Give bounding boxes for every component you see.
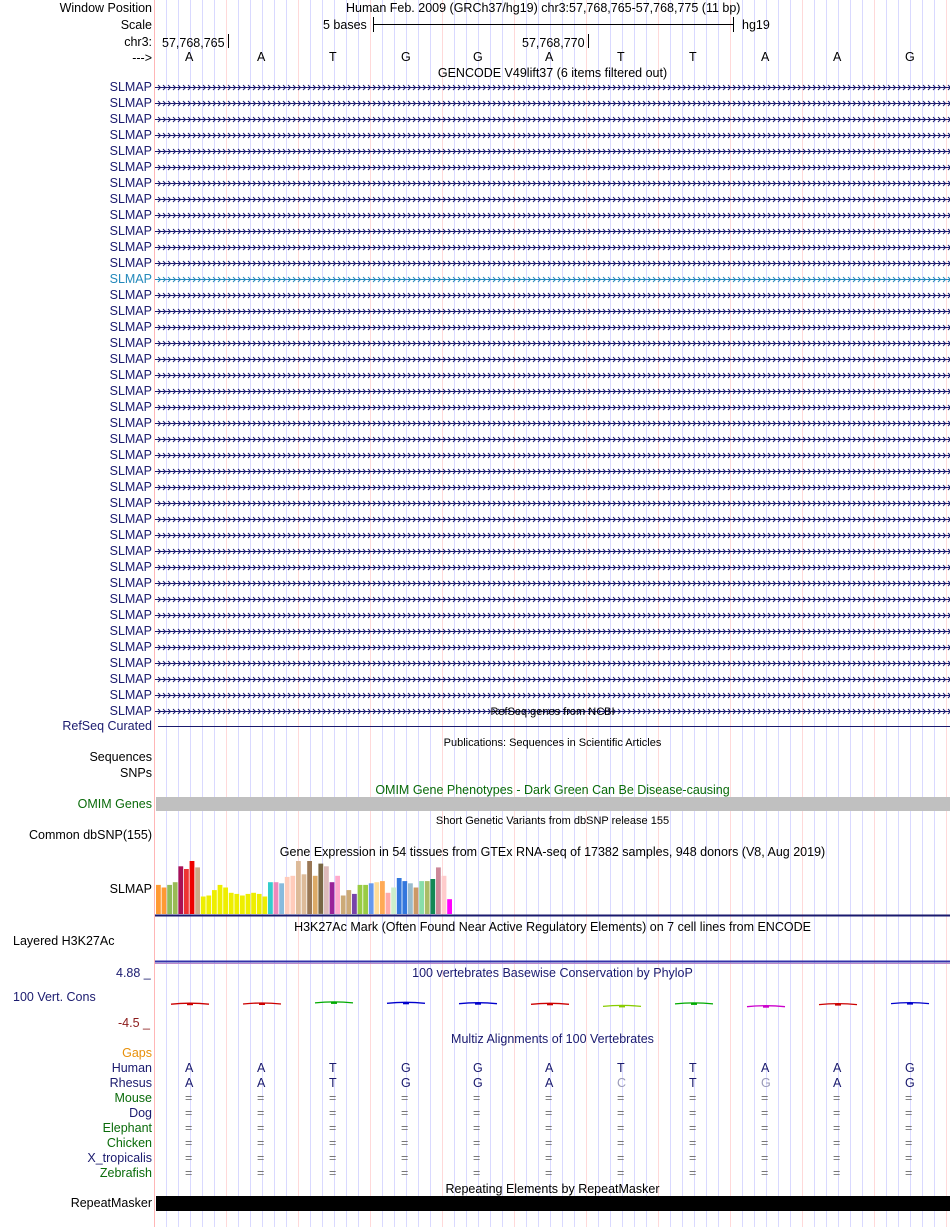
gtex-tissue-bar	[307, 861, 312, 914]
refseq-track-label[interactable]: RefSeq Curated	[62, 719, 152, 733]
gencode-gene-label[interactable]: SLMAP	[109, 704, 152, 718]
multiz-base: =	[617, 1151, 625, 1165]
gtex-tissue-bar	[425, 881, 430, 914]
gtex-tissue-bar	[257, 894, 262, 914]
phylop-score-peak	[331, 1002, 337, 1004]
multiz-base: =	[833, 1151, 841, 1165]
multiz-species-label[interactable]: Elephant	[102, 1121, 152, 1135]
multiz-base: =	[257, 1121, 265, 1135]
scale-assembly: hg19	[742, 18, 770, 32]
multiz-base: =	[545, 1091, 553, 1105]
multiz-base: =	[689, 1106, 697, 1120]
multiz-base: =	[329, 1091, 337, 1105]
multiz-base: =	[833, 1166, 841, 1180]
publications-track-title: Publications: Sequences in Scientific Articles	[443, 737, 662, 749]
multiz-base: =	[401, 1106, 409, 1120]
base-letter: A	[761, 50, 770, 64]
multiz-base: =	[185, 1166, 193, 1180]
position-left: 57,768,765	[162, 36, 225, 50]
omim-track-label[interactable]: OMIM Genes	[77, 797, 152, 811]
multiz-base: =	[761, 1121, 769, 1135]
gtex-tissue-bar	[430, 879, 435, 914]
multiz-base: C	[617, 1076, 627, 1090]
multiz-base: =	[617, 1166, 625, 1180]
position-mid: 57,768,770	[522, 36, 585, 50]
multiz-base: =	[185, 1151, 193, 1165]
multiz-base: =	[833, 1091, 841, 1105]
gtex-tissue-bar	[442, 876, 447, 914]
phylop-score-peak	[691, 1003, 697, 1005]
gtex-tissue-bar	[380, 881, 385, 914]
gencode-gene-label[interactable]: SLMAP	[109, 208, 152, 222]
gtex-tissue-bar	[274, 882, 279, 914]
gencode-gene-label[interactable]: SLMAP	[109, 400, 152, 414]
gtex-tissue-bar	[341, 896, 346, 915]
gtex-tissue-bar	[223, 888, 228, 915]
gtex-track-label[interactable]: SLMAP	[109, 882, 152, 896]
multiz-base: G	[905, 1061, 915, 1075]
multiz-base: =	[473, 1166, 481, 1180]
multiz-base: =	[761, 1106, 769, 1120]
gencode-gene-label[interactable]: SLMAP	[109, 608, 152, 622]
multiz-base: =	[257, 1166, 265, 1180]
gtex-tissue-bar	[268, 882, 273, 914]
multiz-base: =	[833, 1121, 841, 1135]
multiz-base: =	[761, 1091, 769, 1105]
gtex-tissue-bar	[363, 885, 368, 914]
multiz-base: =	[617, 1121, 625, 1135]
multiz-base: =	[689, 1091, 697, 1105]
multiz-base: =	[473, 1151, 481, 1165]
multiz-base: =	[473, 1091, 481, 1105]
gencode-gene-label[interactable]: SLMAP	[109, 512, 152, 526]
gencode-gene-label[interactable]: SLMAP	[109, 592, 152, 606]
gtex-tissue-bar	[296, 861, 301, 914]
multiz-base: =	[185, 1121, 193, 1135]
multiz-base: G	[761, 1076, 771, 1090]
gtex-tissue-bar	[402, 881, 407, 914]
gtex-tissue-bar	[358, 885, 363, 914]
repeatmasker-track-title: Repeating Elements by RepeatMasker	[445, 1182, 660, 1196]
omim-gene-bar	[156, 797, 950, 811]
multiz-base: A	[761, 1061, 770, 1075]
multiz-base: A	[833, 1076, 842, 1090]
multiz-base: =	[689, 1136, 697, 1150]
gtex-tissue-bar	[335, 876, 340, 914]
multiz-base: =	[401, 1166, 409, 1180]
multiz-base: =	[257, 1106, 265, 1120]
publications-label-snps[interactable]: SNPs	[120, 766, 152, 780]
gencode-gene-label[interactable]: SLMAP	[109, 304, 152, 318]
gtex-tissue-bar	[414, 888, 419, 915]
gencode-gene-label[interactable]: SLMAP	[109, 192, 152, 206]
gtex-tissue-bar	[302, 874, 307, 914]
gtex-tissue-bar	[178, 866, 183, 914]
multiz-base: =	[761, 1151, 769, 1165]
window-position-value: Human Feb. 2009 (GRCh37/hg19) chr3:57,768,765-57,768,775 (11 bp)	[346, 1, 741, 15]
dbsnp-track-label[interactable]: Common dbSNP(155)	[29, 828, 152, 842]
gtex-tissue-bar	[240, 896, 245, 915]
multiz-base: =	[905, 1091, 913, 1105]
gencode-gene-label[interactable]: SLMAP	[109, 464, 152, 478]
gencode-gene-label[interactable]: SLMAP	[109, 448, 152, 462]
multiz-base: =	[905, 1106, 913, 1120]
gtex-tissue-bar	[262, 897, 267, 915]
gtex-tissue-bar	[184, 869, 189, 914]
multiz-base: G	[401, 1061, 411, 1075]
gencode-gene-label[interactable]: SLMAP	[109, 368, 152, 382]
gtex-tissue-bar	[190, 861, 195, 914]
base-letter: G	[401, 50, 411, 64]
multiz-base: =	[689, 1166, 697, 1180]
multiz-base: A	[545, 1061, 554, 1075]
gtex-tissue-bar	[330, 882, 335, 914]
multiz-base: =	[545, 1136, 553, 1150]
h3k27ac-track-title: H3K27Ac Mark (Often Found Near Active Regulatory Elements) on 7 cell lines from ENCODE	[294, 920, 811, 934]
base-letter: A	[185, 50, 194, 64]
gtex-tissue-bar	[346, 890, 351, 914]
repeatmasker-track-label[interactable]: RepeatMasker	[70, 1196, 152, 1210]
gencode-gene-label[interactable]: SLMAP	[109, 688, 152, 702]
gtex-tissue-bar	[447, 899, 452, 914]
multiz-base: =	[473, 1121, 481, 1135]
scale-label: Scale	[120, 18, 152, 32]
multiz-base: =	[257, 1136, 265, 1150]
multiz-species-label[interactable]: Mouse	[114, 1091, 152, 1105]
gencode-gene-label[interactable]: SLMAP	[109, 256, 152, 270]
base-letter: T	[689, 50, 697, 64]
multiz-base: =	[833, 1136, 841, 1150]
multiz-base: =	[905, 1121, 913, 1135]
multiz-base: T	[329, 1076, 337, 1090]
multiz-base: =	[329, 1121, 337, 1135]
gtex-tissue-bar	[324, 866, 329, 914]
phylop-score-peak	[475, 1003, 481, 1005]
gtex-tissue-bar	[386, 893, 391, 914]
multiz-base: =	[833, 1106, 841, 1120]
multiz-base: =	[185, 1091, 193, 1105]
multiz-base: =	[401, 1151, 409, 1165]
phylop-score-peak	[547, 1003, 553, 1005]
phylop-max-label: 4.88 _	[116, 966, 151, 980]
gtex-tissue-bar	[397, 878, 402, 914]
multiz-base: T	[689, 1061, 697, 1075]
multiz-base: A	[833, 1061, 842, 1075]
multiz-base: =	[905, 1136, 913, 1150]
gtex-tissue-bar	[206, 896, 211, 915]
refseq-track-title: RefSeq genes from NCBI	[490, 706, 615, 718]
multiz-base: =	[401, 1136, 409, 1150]
strand-label: --->	[132, 51, 152, 65]
multiz-base: =	[185, 1106, 193, 1120]
multiz-base: A	[257, 1076, 266, 1090]
multiz-base: A	[185, 1076, 194, 1090]
multiz-base: T	[617, 1061, 625, 1075]
gencode-gene-label[interactable]: SLMAP	[109, 96, 152, 110]
gencode-gene-label[interactable]: SLMAP	[109, 224, 152, 238]
gencode-gene-label[interactable]: SLMAP	[109, 80, 152, 94]
gencode-gene-label[interactable]: SLMAP	[109, 528, 152, 542]
publications-label-sequences[interactable]: Sequences	[89, 750, 152, 764]
multiz-base: =	[401, 1091, 409, 1105]
base-letter: G	[473, 50, 483, 64]
multiz-base: =	[185, 1136, 193, 1150]
multiz-base: G	[473, 1061, 483, 1075]
multiz-base: A	[185, 1061, 194, 1075]
multiz-base: =	[761, 1166, 769, 1180]
multiz-gaps-label: Gaps	[122, 1046, 152, 1060]
multiz-base: =	[401, 1121, 409, 1135]
gtex-tissue-bar	[391, 888, 396, 915]
multiz-base: =	[905, 1151, 913, 1165]
gtex-tissue-bar	[369, 883, 374, 914]
multiz-species-label[interactable]: Chicken	[106, 1136, 152, 1150]
multiz-base: A	[545, 1076, 554, 1090]
gencode-gene-label[interactable]: SLMAP	[109, 432, 152, 446]
gtex-tissue-bar	[313, 876, 318, 914]
gencode-gene-label[interactable]: SLMAP	[109, 656, 152, 670]
gtex-track-title: Gene Expression in 54 tissues from GTEx RNA-seq of 17382 samples, 948 donors (V8, Aug 2019)	[279, 845, 826, 859]
base-letter: A	[257, 50, 266, 64]
gtex-tissue-bar	[318, 864, 323, 914]
gtex-tissue-bar	[246, 894, 251, 914]
base-letter: A	[833, 50, 842, 64]
gtex-tissue-bar	[352, 894, 357, 914]
phylop-score-peak	[907, 1003, 913, 1005]
multiz-species-label[interactable]: Rhesus	[109, 1076, 152, 1090]
gtex-tissue-bar	[156, 885, 161, 914]
base-letter: T	[329, 50, 337, 64]
multiz-species-label[interactable]: Human	[111, 1061, 152, 1075]
gtex-tissue-bar	[167, 885, 172, 914]
gencode-gene-label[interactable]: SLMAP	[109, 480, 152, 494]
scale-bar-text: 5 bases	[323, 18, 367, 32]
gencode-gene-label[interactable]: SLMAP	[109, 544, 152, 558]
dbsnp-track-title: Short Genetic Variants from dbSNP release 155	[435, 815, 670, 827]
gencode-gene-label[interactable]: SLMAP	[109, 240, 152, 254]
multiz-base: G	[401, 1076, 411, 1090]
gencode-gene-label[interactable]: SLMAP	[109, 384, 152, 398]
multiz-base: =	[545, 1166, 553, 1180]
multiz-base: =	[329, 1106, 337, 1120]
multiz-base: =	[473, 1136, 481, 1150]
window-position-label: Window Position	[59, 1, 152, 15]
gencode-gene-label[interactable]: SLMAP	[109, 160, 152, 174]
gencode-track-title: GENCODE V49lift37 (6 items filtered out)	[437, 66, 668, 80]
multiz-base: =	[617, 1091, 625, 1105]
gtex-tissue-bar	[408, 883, 413, 914]
multiz-base: T	[689, 1076, 697, 1090]
multiz-base: =	[545, 1106, 553, 1120]
gencode-gene-label[interactable]: SLMAP	[109, 624, 152, 638]
phylop-score-peak	[187, 1003, 193, 1005]
gtex-tissue-bar	[201, 897, 206, 915]
gtex-tissue-bar	[374, 882, 379, 914]
multiz-base: =	[329, 1136, 337, 1150]
gencode-gene-label[interactable]: SLMAP	[109, 352, 152, 366]
gencode-gene-label[interactable]: SLMAP	[109, 560, 152, 574]
repeatmasker-bar	[156, 1196, 950, 1211]
gencode-gene-label[interactable]: SLMAP	[109, 320, 152, 334]
multiz-base: G	[905, 1076, 915, 1090]
gtex-tissue-bar	[173, 882, 178, 914]
phylop-score-peak	[259, 1003, 265, 1005]
phylop-score-peak	[619, 1005, 625, 1007]
multiz-species-label[interactable]: Dog	[129, 1106, 152, 1120]
omim-track-title: OMIM Gene Phenotypes - Dark Green Can Be Disease-causing	[375, 783, 730, 797]
gtex-tissue-bar	[218, 885, 223, 914]
multiz-base: =	[545, 1121, 553, 1135]
multiz-base: =	[257, 1151, 265, 1165]
multiz-base: =	[329, 1166, 337, 1180]
multiz-track-title: Multiz Alignments of 100 Vertebrates	[451, 1032, 654, 1046]
phylop-min-label: -4.5 _	[118, 1016, 150, 1030]
gencode-gene-label[interactable]: SLMAP	[109, 176, 152, 190]
multiz-base: =	[617, 1136, 625, 1150]
gencode-gene-label[interactable]: SLMAP	[109, 112, 152, 126]
gencode-gene-label[interactable]: SLMAP	[109, 416, 152, 430]
gtex-tissue-bar	[251, 893, 256, 914]
gtex-tissue-bar	[279, 883, 284, 914]
gencode-gene-label[interactable]: SLMAP	[109, 128, 152, 142]
gencode-gene-label[interactable]: SLMAP	[109, 336, 152, 350]
multiz-species-label[interactable]: Zebrafish	[99, 1166, 152, 1180]
multiz-base: =	[761, 1136, 769, 1150]
chrom-label: chr3:	[124, 35, 152, 49]
h3k27ac-track-label[interactable]: Layered H3K27Ac	[13, 934, 115, 948]
gtex-tissue-bar	[419, 881, 424, 914]
multiz-species-label[interactable]: X_tropicalis	[87, 1151, 152, 1165]
multiz-base: =	[545, 1151, 553, 1165]
gencode-gene-label[interactable]: SLMAP	[109, 144, 152, 158]
phylop-score-peak	[403, 1002, 409, 1004]
gtex-tissue-bar	[229, 893, 234, 914]
gtex-tissue-bar	[285, 877, 290, 914]
base-letter: T	[617, 50, 625, 64]
gencode-gene-label[interactable]: SLMAP	[109, 496, 152, 510]
multiz-base: =	[689, 1151, 697, 1165]
multiz-base: A	[257, 1061, 266, 1075]
gencode-gene-label[interactable]: SLMAP	[109, 288, 152, 302]
multiz-base: G	[473, 1076, 483, 1090]
multiz-base: =	[689, 1121, 697, 1135]
phylop-score-peak	[763, 1006, 769, 1008]
base-letter: A	[545, 50, 554, 64]
gencode-gene-label[interactable]: SLMAP	[109, 672, 152, 686]
multiz-base: =	[617, 1106, 625, 1120]
phylop-score-peak	[835, 1004, 841, 1006]
phylop-track-label[interactable]: 100 Vert. Cons	[13, 990, 96, 1004]
gencode-gene-label[interactable]: SLMAP	[109, 272, 152, 286]
gtex-tissue-bar	[234, 894, 239, 914]
gtex-tissue-bar	[162, 888, 167, 915]
gtex-tissue-bar	[436, 867, 441, 914]
multiz-base: =	[329, 1151, 337, 1165]
phylop-track-title: 100 vertebrates Basewise Conservation by PhyloP	[412, 966, 693, 980]
multiz-base: =	[473, 1106, 481, 1120]
gtex-tissue-bar	[212, 890, 217, 914]
gencode-gene-label[interactable]: SLMAP	[109, 640, 152, 654]
gencode-gene-label[interactable]: SLMAP	[109, 576, 152, 590]
multiz-base: =	[905, 1166, 913, 1180]
multiz-base: T	[329, 1061, 337, 1075]
base-letter: G	[905, 50, 915, 64]
gtex-tissue-bar	[290, 876, 295, 914]
gtex-tissue-bar	[195, 867, 200, 914]
multiz-base: =	[257, 1091, 265, 1105]
